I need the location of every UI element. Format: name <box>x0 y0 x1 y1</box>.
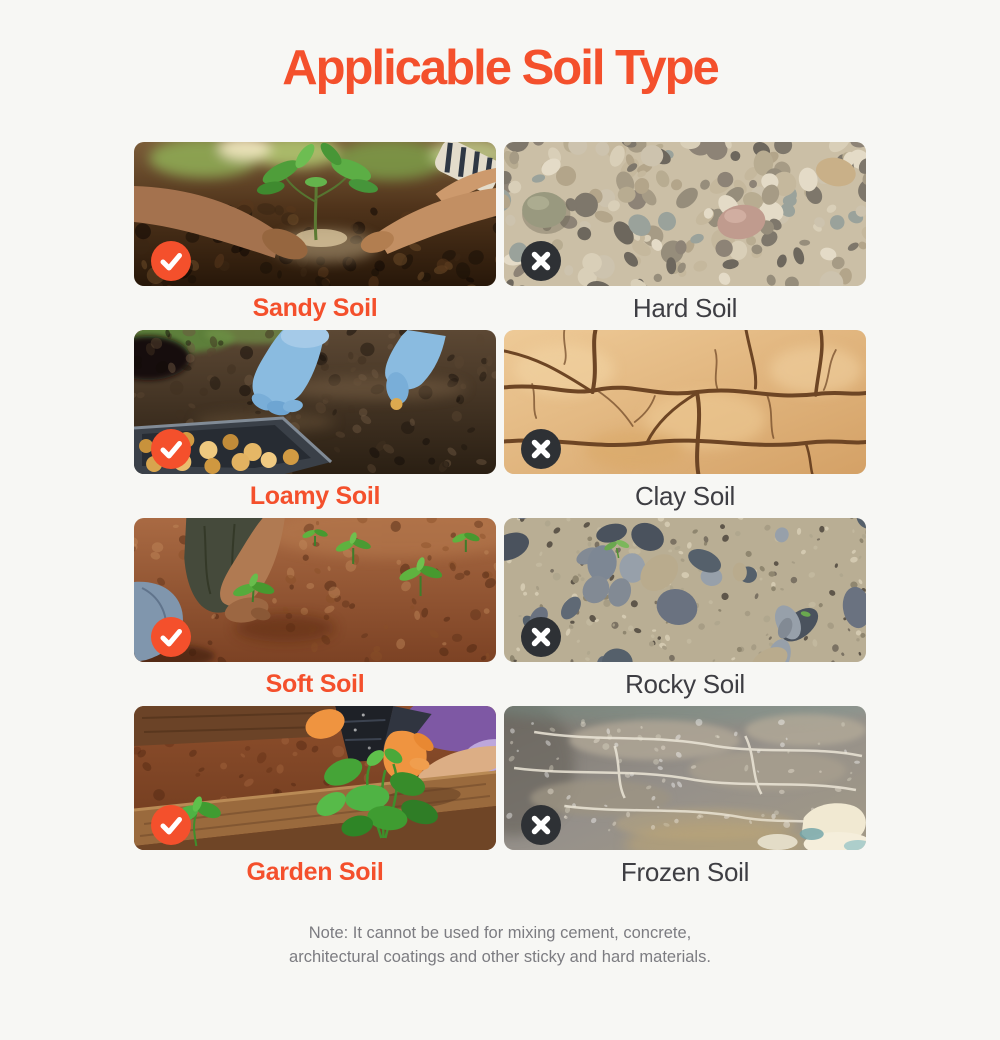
soil-label-sandy: Sandy Soil <box>134 286 496 330</box>
soil-card-soft <box>134 518 496 706</box>
cross-icon <box>521 429 561 469</box>
soil-label-hard: Hard Soil <box>504 286 866 330</box>
note-line-1: Note: It cannot be used for mixing cement, concrete, <box>309 924 691 942</box>
soil-card-rocky <box>504 518 866 706</box>
cross-icon <box>521 241 561 281</box>
rejected-badge <box>521 429 561 469</box>
page-title: Applicable Soil Type <box>0 40 1000 96</box>
soil-card-loamy <box>134 330 496 518</box>
soil-card-garden <box>134 706 496 894</box>
note-text <box>0 922 1000 970</box>
cross-icon <box>521 805 561 845</box>
rejected-badge <box>521 617 561 657</box>
hard-soil-photo <box>504 142 866 286</box>
soil-label-loamy: Loamy Soil <box>134 474 496 518</box>
cross-icon <box>521 617 561 657</box>
soil-card-clay <box>504 330 866 518</box>
soil-card-sandy <box>134 142 496 330</box>
soil-card-hard <box>504 142 866 330</box>
approved-badge <box>151 241 191 281</box>
soil-type-grid <box>134 142 866 894</box>
approved-badge <box>151 805 191 845</box>
rejected-badge <box>521 805 561 845</box>
note-line-2: architectural coatings and other sticky and hard materials. <box>289 948 711 966</box>
frozen-soil-photo <box>504 706 866 850</box>
check-icon <box>151 617 191 657</box>
clay-soil-photo <box>504 330 866 474</box>
soft-soil-photo <box>134 518 496 662</box>
soil-label-garden: Garden Soil <box>134 850 496 894</box>
check-icon <box>151 429 191 469</box>
soil-card-frozen <box>504 706 866 894</box>
loamy-soil-photo <box>134 330 496 474</box>
approved-badge <box>151 429 191 469</box>
rejected-badge <box>521 241 561 281</box>
soil-label-rocky: Rocky Soil <box>504 662 866 706</box>
soil-label-clay: Clay Soil <box>504 474 866 518</box>
check-icon <box>151 241 191 281</box>
garden-soil-photo <box>134 706 496 850</box>
approved-badge <box>151 617 191 657</box>
soil-label-soft: Soft Soil <box>134 662 496 706</box>
soil-label-frozen: Frozen Soil <box>504 850 866 894</box>
check-icon <box>151 805 191 845</box>
sandy-soil-photo <box>134 142 496 286</box>
rocky-soil-photo <box>504 518 866 662</box>
